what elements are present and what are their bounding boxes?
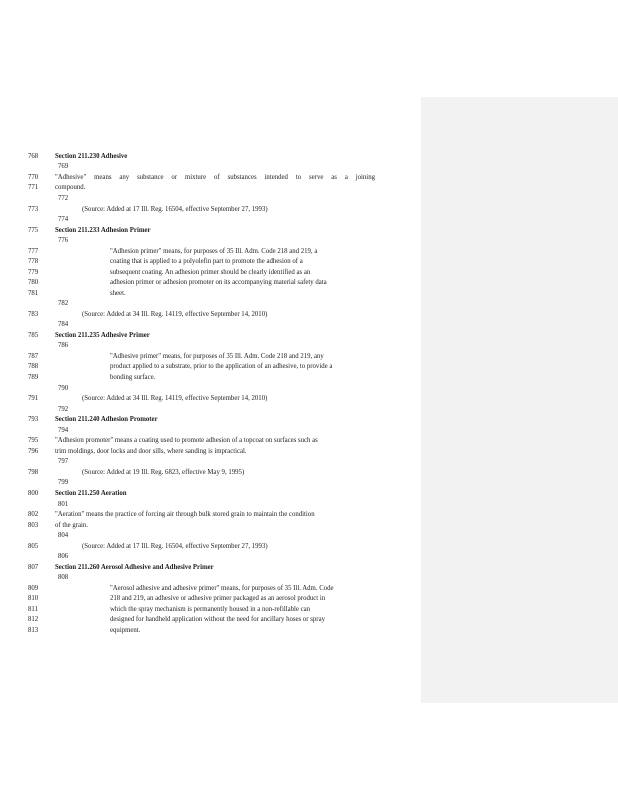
body-text-line: trim moldings, door locks and door sills, where sanding is impractical.: [55, 448, 247, 455]
source-note: (Source: Added at 34 Ill. Reg. 14119, effective September 14, 2010): [82, 311, 268, 318]
source-note: (Source: Added at 17 Ill. Reg. 16504, effective September 27, 1993): [82, 206, 268, 213]
source-note: (Source: Added at 19 Ill. Reg. 6823, effective May 9, 1995): [82, 469, 245, 476]
body-text-line: "Adhesion promoter" means a coating used to promote adhesion of a topcoat on surfaces such as: [55, 437, 318, 444]
section-heading: Section 211.230 Adhesive: [55, 153, 128, 160]
line-number: 770: [28, 174, 39, 181]
line-number-inline: 792: [58, 406, 69, 413]
line-number: 789: [28, 374, 39, 381]
line-number-inline: 774: [58, 216, 69, 223]
section-heading: Section 211.260 Aerosol Adhesive and Adhesive Primer: [55, 564, 214, 571]
line-number-inline: 769: [58, 163, 69, 170]
line-number-inline: 790: [58, 385, 69, 392]
line-number-inline: 784: [58, 321, 69, 328]
line-number-inline: 772: [58, 195, 69, 202]
body-text-line: sheet.: [110, 290, 126, 297]
body-text-line: "Aeration" means the practice of forcing air through bulk stored grain to maintain the condition: [55, 511, 315, 518]
line-number: 795: [28, 437, 39, 444]
line-number: 798: [28, 469, 39, 476]
body-text-line: of the grain.: [55, 522, 89, 529]
line-number: 805: [28, 543, 39, 550]
line-number-inline: 786: [58, 342, 69, 349]
comment-sidebar: [421, 97, 618, 703]
line-number: 802: [28, 511, 39, 518]
body-text-line: bonding surface.: [110, 374, 156, 381]
line-number: 773: [28, 206, 39, 213]
line-number-inline: 799: [58, 479, 69, 486]
body-text-line: equipment.: [110, 627, 141, 634]
section-heading: Section 211.250 Aeration: [55, 490, 127, 497]
line-number-inline: 782: [58, 300, 69, 307]
line-number: 796: [28, 448, 39, 455]
line-number: 788: [28, 363, 39, 370]
line-number-inline: 801: [58, 501, 69, 508]
line-number: 812: [28, 616, 39, 623]
line-number-inline: 808: [58, 574, 69, 581]
line-number: 775: [28, 227, 39, 234]
line-number-inline: 804: [58, 532, 69, 539]
line-number: 793: [28, 416, 39, 423]
body-text-line: subsequent coating. An adhesion primer should be clearly identified as an: [110, 269, 311, 276]
line-number: 783: [28, 311, 39, 318]
body-text-line: product applied to a substrate, prior to the application of an adhesive, to provide a: [110, 363, 333, 370]
body-text-line: 218 and 219, an adhesive or adhesive primer packaged as an aerosol product in: [110, 595, 326, 602]
line-number: 791: [28, 395, 39, 402]
line-number: 768: [28, 153, 39, 160]
line-number: 807: [28, 564, 39, 571]
line-number-inline: 806: [58, 553, 69, 560]
line-number: 810: [28, 595, 39, 602]
line-number: 778: [28, 258, 39, 265]
section-heading: Section 211.240 Adhesion Promoter: [55, 416, 158, 423]
body-text-line: "Aerosol adhesive and adhesive primer" means, for purposes of 35 Ill. Adm. Code: [110, 585, 334, 592]
body-text-line: designed for handheld application without the need for ancillary hoses or spray: [110, 616, 325, 623]
body-text-line: which the spray mechanism is permanently housed in a non-refillable can: [110, 606, 311, 613]
line-number: 809: [28, 585, 39, 592]
line-number-inline: 797: [58, 458, 69, 465]
line-number: 780: [28, 279, 39, 286]
line-number: 787: [28, 353, 39, 360]
section-heading: Section 211.233 Adhesion Primer: [55, 227, 151, 234]
body-text-line: "Adhesive primer" means, for purposes of 35 Ill. Adm. Code 218 and 219, any: [110, 353, 324, 360]
body-text-line: "Adhesive" means any substance or mixture of substances intended to serve as a joining: [55, 174, 375, 181]
line-number: 803: [28, 522, 39, 529]
source-note: (Source: Added at 17 Ill. Reg. 16504, effective September 27, 1993): [82, 543, 268, 550]
line-number: 771: [28, 184, 39, 191]
line-number-inline: 794: [58, 427, 69, 434]
body-text-line: adhesion primer or adhesion promoter on its accompanying material safety data: [110, 279, 327, 286]
body-text-line: "Adhesion primer" means, for purposes of 35 Ill. Adm. Code 218 and 219, a: [110, 248, 318, 255]
section-heading: Section 211.235 Adhesive Primer: [55, 332, 150, 339]
line-number: 813: [28, 627, 39, 634]
line-number: 811: [28, 606, 38, 613]
line-number: 777: [28, 248, 39, 255]
body-text-line: coating that is applied to a polyolefin part to promote the adhesion of a: [110, 258, 303, 265]
line-number: 800: [28, 490, 39, 497]
line-number: 781: [28, 290, 39, 297]
body-text-line: compound.: [55, 184, 86, 191]
source-note: (Source: Added at 34 Ill. Reg. 14119, effective September 14, 2010): [82, 395, 268, 402]
line-number: 779: [28, 269, 39, 276]
line-number: 785: [28, 332, 39, 339]
line-number-inline: 776: [58, 237, 69, 244]
